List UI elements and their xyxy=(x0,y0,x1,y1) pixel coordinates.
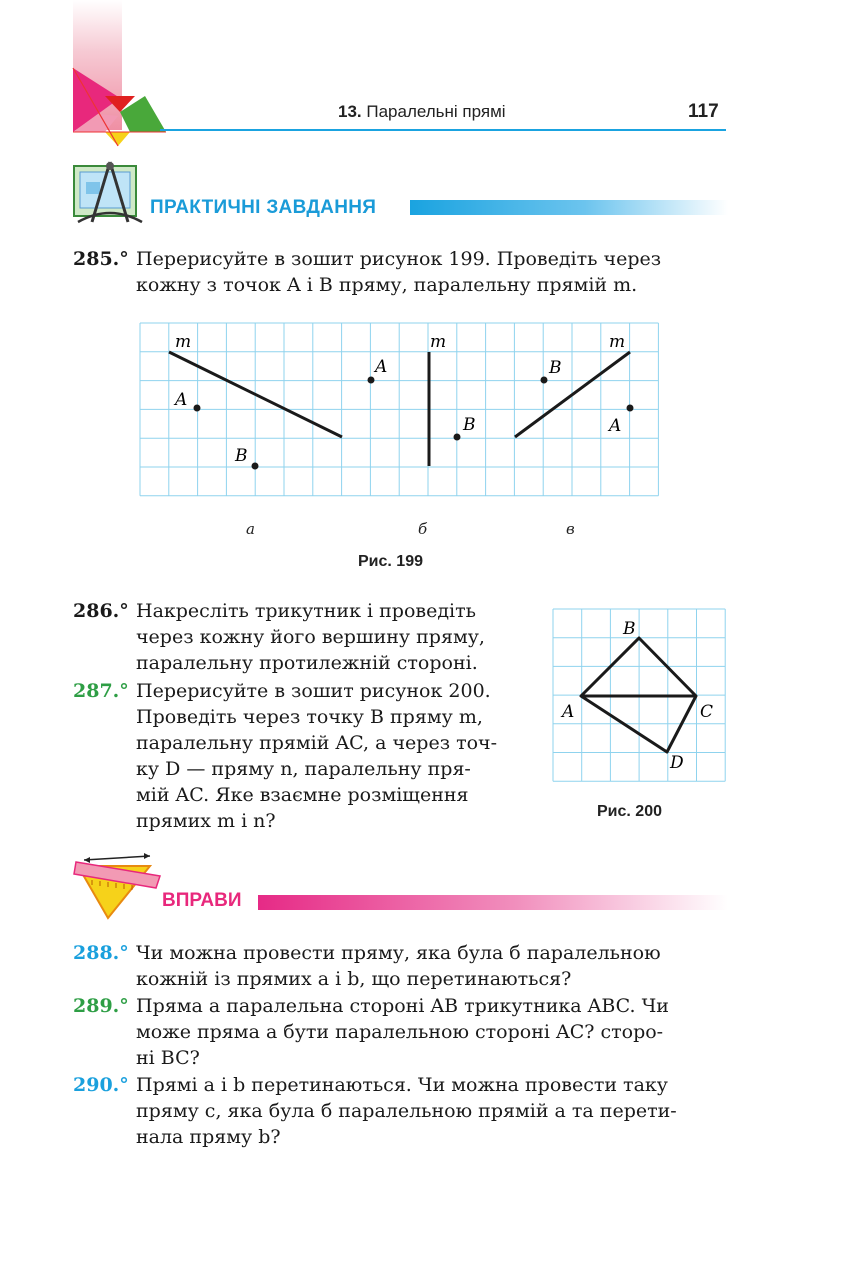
triangles-logo-icon xyxy=(70,60,170,150)
label-B: B xyxy=(463,415,476,435)
text-line: Пряма a паралельна стороні AB трикутника ABC. Чи xyxy=(136,995,669,1017)
text-line: ку D — пряму n, паралельну пря- xyxy=(136,758,471,780)
label-C: C xyxy=(700,702,714,722)
point-A-v xyxy=(627,405,634,412)
sublabel-v: в xyxy=(566,520,575,538)
label-D: D xyxy=(670,753,684,773)
point-A-b xyxy=(368,377,375,384)
text-line: паралельну протилежній стороні. xyxy=(136,652,478,674)
text-line: пряму c, яка була б паралельною прямій a та перети- xyxy=(136,1100,677,1122)
problem-text xyxy=(136,993,726,1071)
section-bar-exercises xyxy=(258,895,728,910)
point-B-a xyxy=(252,463,259,470)
section-title-practical: ПРАКТИЧНІ ЗАВДАННЯ xyxy=(150,197,377,218)
text-line: нала пряму b? xyxy=(136,1126,281,1148)
label-B: B xyxy=(549,358,562,378)
problem-number: 288.° xyxy=(73,942,129,964)
label-m: m xyxy=(609,332,626,352)
label-B: B xyxy=(235,446,248,466)
problem-text xyxy=(136,598,528,676)
problem-number: 287.° xyxy=(73,680,129,702)
section-title-exercises: ВПРАВИ xyxy=(162,890,242,911)
text-line: паралельну прямій AC, а через точ- xyxy=(136,732,498,754)
ruler-triangle-icon xyxy=(72,852,164,924)
point-B-b xyxy=(454,434,461,441)
compass-drawing-icon xyxy=(72,160,152,230)
label-m: m xyxy=(175,332,192,352)
label-A: A xyxy=(375,357,388,377)
problem-text xyxy=(136,678,528,834)
page-number: 117 xyxy=(688,101,719,122)
label-A: A xyxy=(562,702,575,722)
text-line: може пряма a бути паралельною стороні AC? сторо- xyxy=(136,1021,664,1043)
problem-text xyxy=(136,1072,726,1150)
figure-199-grid xyxy=(135,318,665,502)
text-line: Чи можна провести пряму, яка була б паралельною xyxy=(136,942,661,964)
text-line: мій AC. Яке взаємне розміщення xyxy=(136,784,469,806)
text-line: Прямі a і b перетинаються. Чи можна провести таку xyxy=(136,1074,668,1096)
problem-text xyxy=(136,246,726,298)
header-rule xyxy=(160,129,726,131)
point-B-v xyxy=(541,377,548,384)
text-line: Перерисуйте в зошит рисунок 199. Проведіть через xyxy=(136,248,662,270)
text-line: прямих m і n? xyxy=(136,810,276,832)
sublabel-a: а xyxy=(246,520,255,538)
text-line: Накресліть трикутник і проведіть xyxy=(136,600,476,622)
problem-number: 290.° xyxy=(73,1074,129,1096)
problem-number: 285.° xyxy=(73,248,129,270)
figure-200-caption: Рис. 200 xyxy=(597,803,662,820)
sublabel-b: б xyxy=(418,520,428,538)
text-line: через кожну його вершину пряму, xyxy=(136,626,485,648)
text-line: ні BC? xyxy=(136,1047,200,1069)
chapter-title: 13. Паралельні прямі xyxy=(338,102,506,121)
text-line: Проведіть через точку B пряму m, xyxy=(136,706,483,728)
label-m: m xyxy=(430,332,447,352)
text-line: кожній із прямих a і b, що перетинаються? xyxy=(136,968,572,990)
text-line: кожну з точок A і B пряму, паралельну прямій m. xyxy=(136,274,638,296)
label-A: A xyxy=(609,416,622,436)
problem-number: 289.° xyxy=(73,995,129,1017)
text-line: Перерисуйте в зошит рисунок 200. xyxy=(136,680,491,702)
point-A-a xyxy=(194,405,201,412)
label-B: B xyxy=(623,619,636,639)
figure-199-caption: Рис. 199 xyxy=(358,553,423,570)
problem-number: 286.° xyxy=(73,600,129,622)
figure-200-grid xyxy=(550,606,730,786)
section-bar-practical xyxy=(410,200,728,215)
problem-text xyxy=(136,940,726,992)
label-A: A xyxy=(175,390,188,410)
